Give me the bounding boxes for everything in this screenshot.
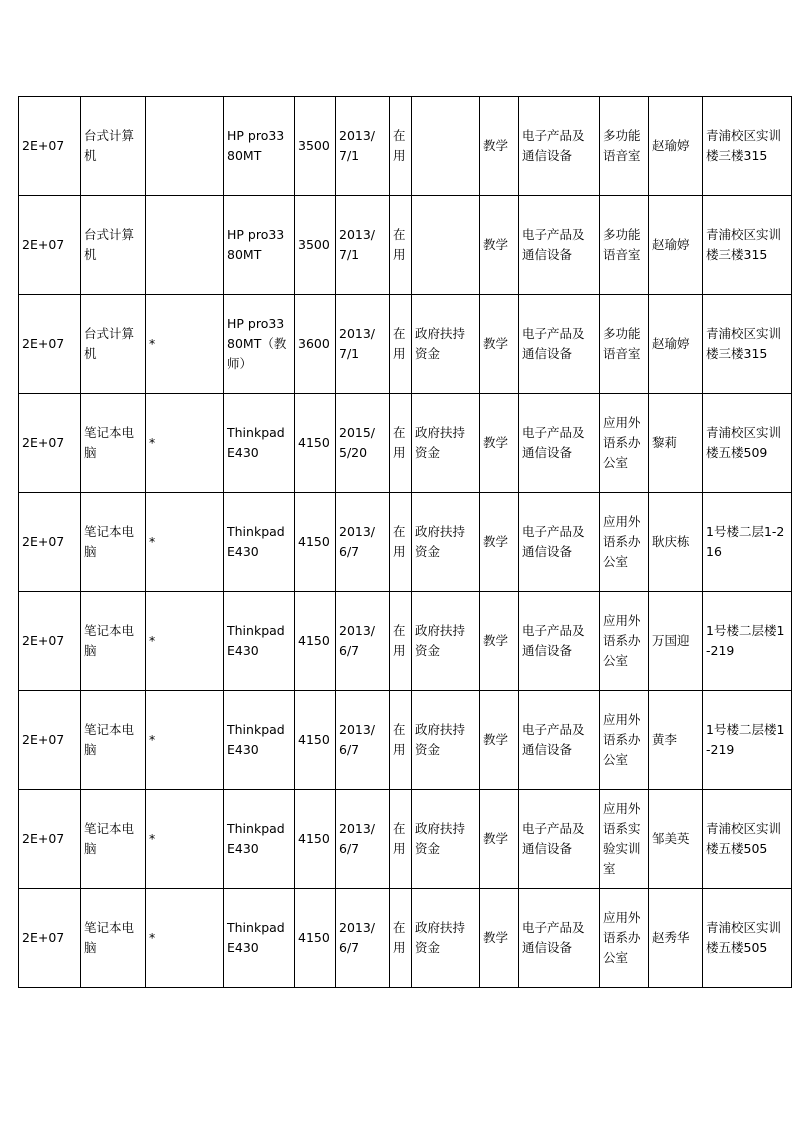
- flag-cell: [146, 196, 224, 295]
- model-cell: Thinkpad E430: [224, 592, 295, 691]
- model-cell: Thinkpad E430: [224, 790, 295, 889]
- table-row: [19, 493, 792, 592]
- fund-source-cell: 政府扶持资金: [412, 295, 480, 394]
- asset-name-cell: 笔记本电脑: [81, 889, 146, 988]
- location-cell: 青浦校区实训楼三楼315: [703, 295, 792, 394]
- usage-cell: 教学: [480, 196, 519, 295]
- purchase-date-cell: 2013/6/7: [336, 592, 390, 691]
- flag-cell: *: [146, 790, 224, 889]
- department-cell: 应用外语系实验实训室: [600, 790, 649, 889]
- custodian-cell: 赵瑜婷: [649, 97, 703, 196]
- custodian-cell: 赵秀华: [649, 889, 703, 988]
- asset-number-cell: 2E+07: [19, 97, 81, 196]
- purchase-date-cell: 2013/7/1: [336, 295, 390, 394]
- table-row: [19, 295, 792, 394]
- asset-name-cell: 笔记本电脑: [81, 493, 146, 592]
- model-cell: Thinkpad E430: [224, 691, 295, 790]
- price-cell: 4150: [295, 691, 336, 790]
- department-cell: 多功能语音室: [600, 196, 649, 295]
- usage-cell: 教学: [480, 295, 519, 394]
- fund-source-cell: 政府扶持资金: [412, 394, 480, 493]
- asset-number-cell: 2E+07: [19, 295, 81, 394]
- purchase-date-cell: 2013/6/7: [336, 889, 390, 988]
- table-row: [19, 889, 792, 988]
- table-row: [19, 394, 792, 493]
- status-cell: 在用: [390, 493, 412, 592]
- price-cell: 3500: [295, 196, 336, 295]
- custodian-cell: 耿庆栋: [649, 493, 703, 592]
- custodian-cell: 万国迎: [649, 592, 703, 691]
- table-body: [19, 97, 792, 988]
- usage-cell: 教学: [480, 889, 519, 988]
- asset-name-cell: 笔记本电脑: [81, 394, 146, 493]
- fund-source-cell: 政府扶持资金: [412, 790, 480, 889]
- flag-cell: *: [146, 493, 224, 592]
- price-cell: 3600: [295, 295, 336, 394]
- usage-cell: 教学: [480, 493, 519, 592]
- department-cell: 应用外语系办公室: [600, 592, 649, 691]
- fund-source-cell: [412, 97, 480, 196]
- custodian-cell: 邹美英: [649, 790, 703, 889]
- usage-cell: 教学: [480, 592, 519, 691]
- fund-source-cell: 政府扶持资金: [412, 493, 480, 592]
- price-cell: 4150: [295, 889, 336, 988]
- asset-name-cell: 笔记本电脑: [81, 790, 146, 889]
- asset-number-cell: 2E+07: [19, 394, 81, 493]
- department-cell: 应用外语系办公室: [600, 889, 649, 988]
- model-cell: Thinkpad E430: [224, 394, 295, 493]
- flag-cell: [146, 97, 224, 196]
- price-cell: 4150: [295, 790, 336, 889]
- fund-source-cell: 政府扶持资金: [412, 889, 480, 988]
- model-cell: HP pro3380MT: [224, 196, 295, 295]
- status-cell: 在用: [390, 295, 412, 394]
- location-cell: 青浦校区实训楼三楼315: [703, 196, 792, 295]
- model-cell: Thinkpad E430: [224, 493, 295, 592]
- asset-name-cell: 台式计算机: [81, 196, 146, 295]
- model-cell: HP pro3380MT（教师）: [224, 295, 295, 394]
- purchase-date-cell: 2013/7/1: [336, 196, 390, 295]
- flag-cell: *: [146, 295, 224, 394]
- status-cell: 在用: [390, 592, 412, 691]
- price-cell: 4150: [295, 394, 336, 493]
- location-cell: 青浦校区实训楼三楼315: [703, 97, 792, 196]
- asset-name-cell: 笔记本电脑: [81, 691, 146, 790]
- purchase-date-cell: 2013/7/1: [336, 97, 390, 196]
- status-cell: 在用: [390, 394, 412, 493]
- purchase-date-cell: 2013/6/7: [336, 691, 390, 790]
- status-cell: 在用: [390, 97, 412, 196]
- flag-cell: *: [146, 592, 224, 691]
- fund-source-cell: 政府扶持资金: [412, 691, 480, 790]
- flag-cell: *: [146, 691, 224, 790]
- location-cell: 青浦校区实训楼五楼505: [703, 889, 792, 988]
- table-row: [19, 790, 792, 889]
- asset-name-cell: 台式计算机: [81, 97, 146, 196]
- flag-cell: *: [146, 889, 224, 988]
- table-row: [19, 97, 792, 196]
- category-cell: 电子产品及通信设备: [519, 493, 600, 592]
- asset-number-cell: 2E+07: [19, 691, 81, 790]
- purchase-date-cell: 2013/6/7: [336, 493, 390, 592]
- location-cell: 1号楼二层楼1-219: [703, 592, 792, 691]
- department-cell: 应用外语系办公室: [600, 394, 649, 493]
- usage-cell: 教学: [480, 790, 519, 889]
- flag-cell: *: [146, 394, 224, 493]
- asset-number-cell: 2E+07: [19, 493, 81, 592]
- table-row: [19, 691, 792, 790]
- location-cell: 青浦校区实训楼五楼505: [703, 790, 792, 889]
- price-cell: 4150: [295, 592, 336, 691]
- category-cell: 电子产品及通信设备: [519, 889, 600, 988]
- status-cell: 在用: [390, 790, 412, 889]
- model-cell: Thinkpad E430: [224, 889, 295, 988]
- asset-table: [18, 96, 792, 988]
- department-cell: 应用外语系办公室: [600, 691, 649, 790]
- custodian-cell: 黎莉: [649, 394, 703, 493]
- asset-number-cell: 2E+07: [19, 592, 81, 691]
- category-cell: 电子产品及通信设备: [519, 592, 600, 691]
- asset-number-cell: 2E+07: [19, 790, 81, 889]
- category-cell: 电子产品及通信设备: [519, 196, 600, 295]
- department-cell: 多功能语音室: [600, 295, 649, 394]
- asset-number-cell: 2E+07: [19, 196, 81, 295]
- table-row: [19, 196, 792, 295]
- usage-cell: 教学: [480, 691, 519, 790]
- status-cell: 在用: [390, 889, 412, 988]
- status-cell: 在用: [390, 196, 412, 295]
- category-cell: 电子产品及通信设备: [519, 394, 600, 493]
- location-cell: 1号楼二层楼1-219: [703, 691, 792, 790]
- table-row: [19, 592, 792, 691]
- usage-cell: 教学: [480, 97, 519, 196]
- asset-name-cell: 笔记本电脑: [81, 592, 146, 691]
- asset-name-cell: 台式计算机: [81, 295, 146, 394]
- location-cell: 1号楼二层1-216: [703, 493, 792, 592]
- price-cell: 3500: [295, 97, 336, 196]
- department-cell: 应用外语系办公室: [600, 493, 649, 592]
- category-cell: 电子产品及通信设备: [519, 691, 600, 790]
- department-cell: 多功能语音室: [600, 97, 649, 196]
- category-cell: 电子产品及通信设备: [519, 295, 600, 394]
- custodian-cell: 黄李: [649, 691, 703, 790]
- purchase-date-cell: 2013/6/7: [336, 790, 390, 889]
- custodian-cell: 赵瑜婷: [649, 295, 703, 394]
- category-cell: 电子产品及通信设备: [519, 790, 600, 889]
- price-cell: 4150: [295, 493, 336, 592]
- status-cell: 在用: [390, 691, 412, 790]
- usage-cell: 教学: [480, 394, 519, 493]
- category-cell: 电子产品及通信设备: [519, 97, 600, 196]
- fund-source-cell: [412, 196, 480, 295]
- purchase-date-cell: 2015/5/20: [336, 394, 390, 493]
- custodian-cell: 赵瑜婷: [649, 196, 703, 295]
- fund-source-cell: 政府扶持资金: [412, 592, 480, 691]
- model-cell: HP pro3380MT: [224, 97, 295, 196]
- asset-number-cell: 2E+07: [19, 889, 81, 988]
- location-cell: 青浦校区实训楼五楼509: [703, 394, 792, 493]
